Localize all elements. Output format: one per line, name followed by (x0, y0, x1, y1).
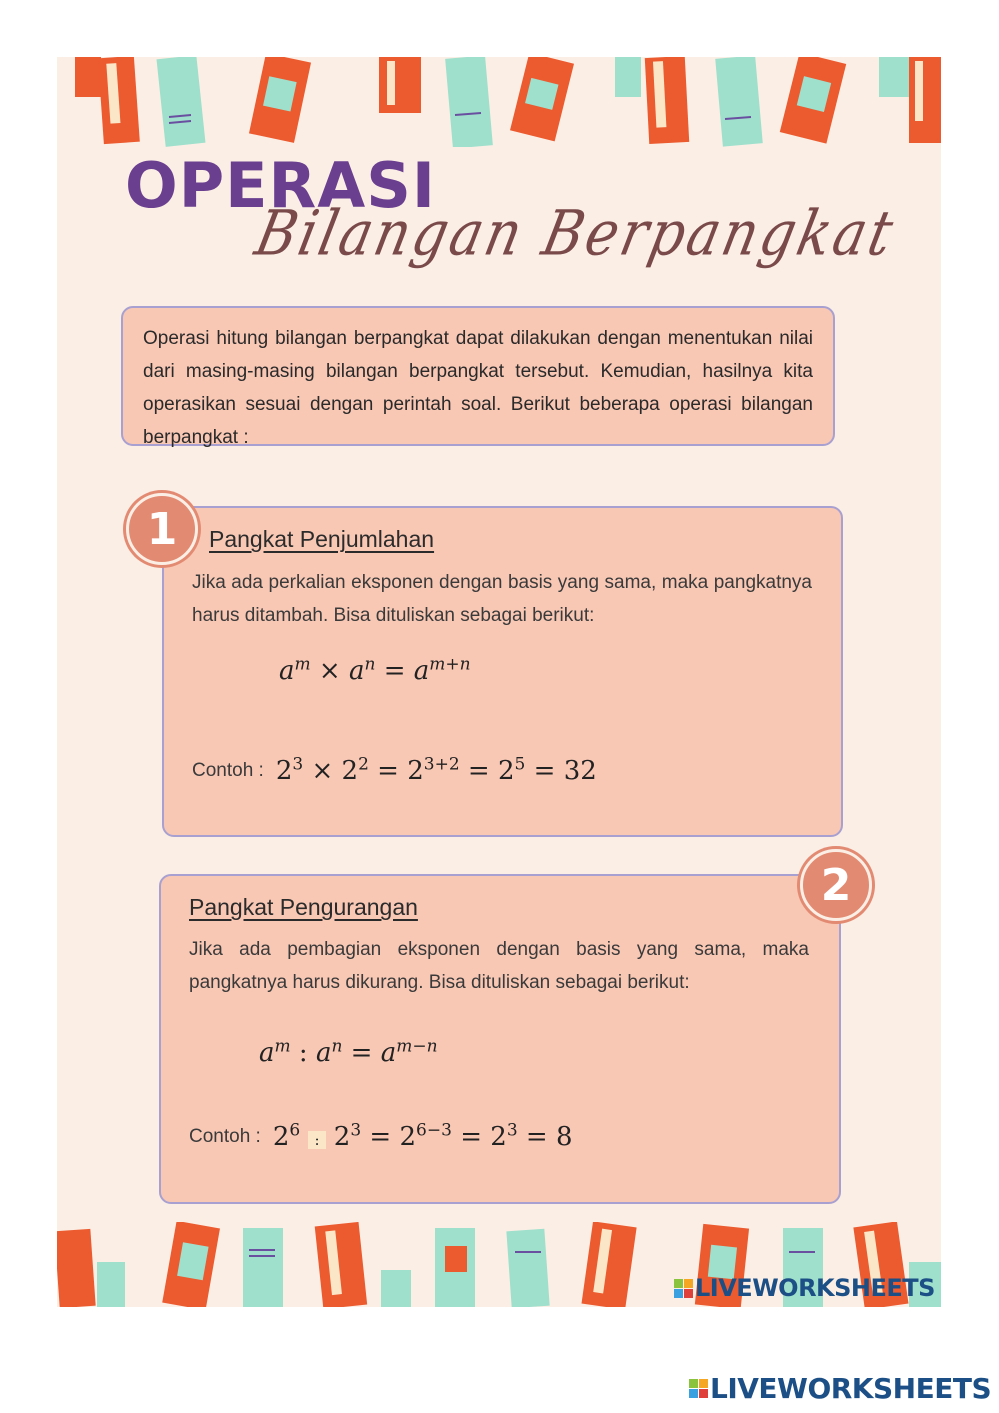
section-heading-addition: Pangkat Penjumlahan (209, 526, 435, 552)
book-spines-top-decoration (57, 57, 941, 147)
example-expression-subtraction: $2^6$ : $2^3 = 2^{6-3} = 2^3 = 8$ (272, 1120, 573, 1152)
liveworksheets-text: LIVEWORKSHEETS (695, 1274, 935, 1302)
section-heading-subtraction: Pangkat Pengurangan (189, 894, 418, 920)
section-description-subtraction: Jika ada pembagian eksponen dengan basis yang sama, maka pangkatnya harus dikurang. Bisa dituliskan sebagai berikut: (189, 939, 809, 993)
section-description-addition: Jika ada perkalian eksponen dengan basis yang sama, maka pangkatnya harus ditambah. Bisa dituliskan sebagai berikut: (192, 572, 812, 626)
formula-addition: $a^m \times a^n = a^{m+n}$ (279, 654, 471, 686)
section-card-subtraction (159, 874, 841, 1204)
page-subtitle: Bilangan Berpangkat (249, 197, 902, 270)
liveworksheets-icon (674, 1279, 693, 1298)
liveworksheets-icon (689, 1379, 708, 1398)
liveworksheets-logo-footer (689, 1372, 991, 1405)
answer-blank[interactable]: : (308, 1131, 325, 1149)
section-number-badge-2: 2 (800, 849, 872, 921)
formula-subtraction: $a^m$ : $a^n = a^{m-n}$ (259, 1036, 438, 1068)
example-expression-addition: $2^3 \times 2^2 = 2^{3+2} = 2^5 = 32$ (275, 754, 597, 786)
example-addition (192, 756, 597, 786)
example-label: Contoh : (189, 1126, 261, 1147)
page-title: OPERASI (125, 149, 436, 222)
intro-text: Operasi hitung bilangan berpangkat dapat dilakukan dengan menentukan nilai dari masing-masing bilangan berpangkat tersebut. Kemudian, hasilnya kita operasikan sesuai dengan perintah soal. Berikut beberapa operasi bilangan berpangkat : (143, 328, 813, 448)
liveworksheets-text: LIVEWORKSHEETS (710, 1372, 992, 1405)
section-card-addition (162, 506, 843, 837)
liveworksheets-logo-inner (674, 1274, 935, 1302)
example-label: Contoh : (192, 760, 264, 781)
example-subtraction (189, 1122, 573, 1152)
intro-box (121, 306, 835, 446)
worksheet-page (57, 57, 941, 1307)
section-number-badge-1: 1 (126, 493, 198, 565)
